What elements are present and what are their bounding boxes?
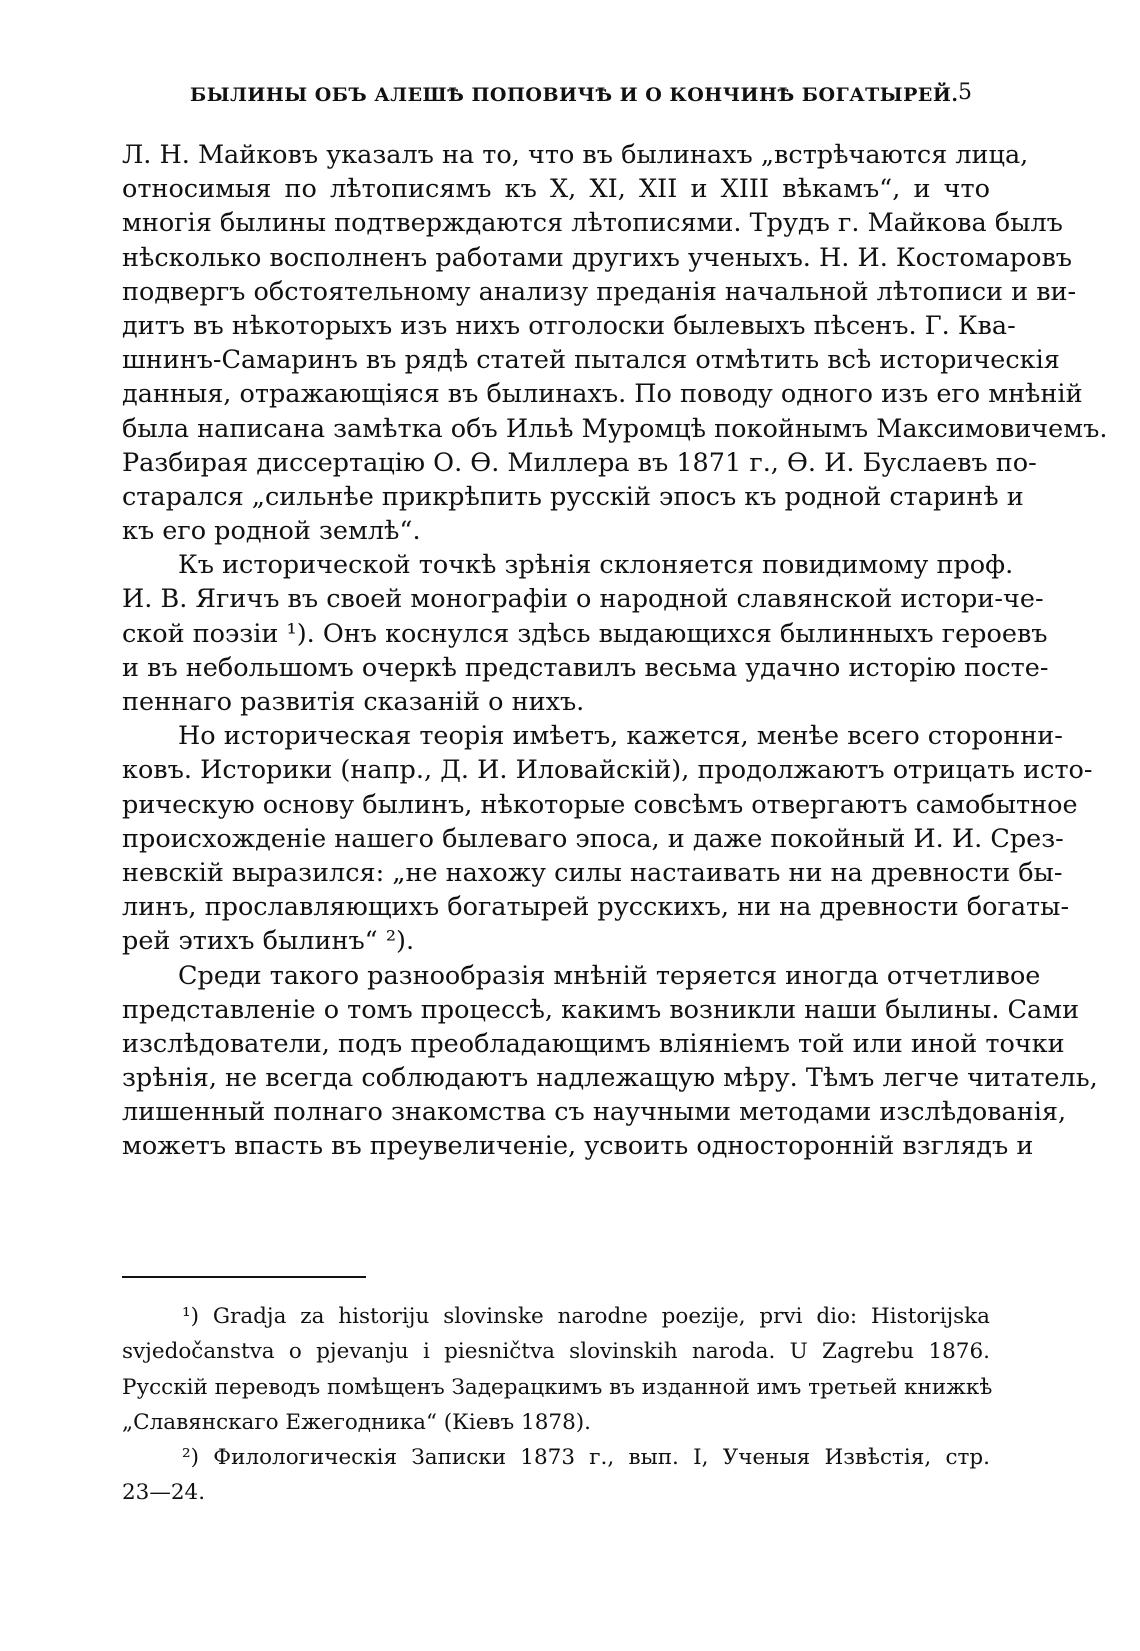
text-line: нѣсколько восполненъ работами другихъ ученыхъ. Н. И. Костомаровъ [122, 242, 1073, 273]
text-line: Но историческая теорія имѣетъ, кажется, менѣе всего сторонни- [178, 721, 1063, 752]
body-text [122, 138, 1108, 1164]
text-line: происхожденіе нашего былеваго эпоса, и даже покойный И. И. Срез- [122, 823, 1064, 854]
text-line: ской поэзіи ¹). Онъ коснулся здѣсь выдающихся былинныхъ героевъ [122, 618, 1048, 649]
text-line: пеннаго развитія сказаній о нихъ. [122, 687, 585, 717]
text-line: относимыя по лѣтописямъ къ X, XI, XII и XIII вѣкамъ“, и что [122, 174, 990, 205]
text-line: старался „сильнѣе прикрѣпить русскій эпосъ къ родной старинѣ и [122, 481, 1024, 512]
text-line: подвергъ обстоятельному анализу преданія начальной лѣтописи и ви- [122, 276, 1077, 307]
text-line: данныя, отражающіяся въ былинахъ. По поводу одного изъ его мнѣній [122, 379, 1083, 410]
text-line: шнинъ-Самаринъ въ рядѣ статей пытался отмѣтить всѣ историческія [122, 345, 1060, 376]
text-line: дитъ въ нѣкоторыхъ изъ нихъ отголоски былевыхъ пѣсенъ. Г. Ква- [122, 310, 1016, 341]
footnote-line: ²) Филологическія Записки 1873 г., вып. I, Ученыя Извѣстія, стр. [182, 1445, 990, 1471]
text-line: Л. Н. Майковъ указалъ на то, что въ былинахъ „встрѣчаются лица, [122, 140, 1029, 170]
text-line: Среди такого разнообразія мнѣній теряется иногда отчетливое [178, 960, 1041, 991]
text-line: И. В. Ягичъ въ своей монографіи о народной славянской истори-че- [122, 584, 1044, 615]
text-line: рическую основу былинъ, нѣкоторые совсѣмъ отвергаютъ самобытное [122, 789, 1078, 820]
text-line: представленіе о томъ процессѣ, какимъ возникли наши былины. Сами [122, 994, 1080, 1025]
text-line: изслѣдователи, подъ преобладающимъ вліяніемъ той или иной точки [122, 1028, 1065, 1059]
footnote-line: „Славянскаго Ежегодника“ (Кіевъ 1878). [122, 1409, 591, 1435]
text-line: ковъ. Историки (напр., Д. И. Иловайскій), продолжаютъ отрицать исто- [122, 755, 1093, 786]
text-line: невскій выразился: „не нахожу силы настаивать ни на древности бы- [122, 857, 1063, 888]
text-line: рей этихъ былинъ“ ²). [122, 926, 415, 957]
text-line: зрѣнія, не всегда соблюдаютъ надлежащую мѣру. Тѣмъ легче читатель, [122, 1063, 1098, 1094]
text-line: многія былины подтверждаются лѣтописями. Трудъ г. Майкова былъ [122, 208, 1063, 239]
footnote-line: 23—24. [122, 1480, 206, 1506]
footnotes [122, 1299, 993, 1511]
footnote-line: svjedočanstva o pjevanju i piesničtva slovinskih naroda. U Zagrebu 1876. [122, 1339, 990, 1365]
text-line: Къ исторической точкѣ зрѣнія склоняется повидимому проф. [178, 550, 1014, 581]
text-line: къ его родной землѣ“. [122, 516, 421, 547]
text-line: Разбирая диссертацію О. Ѳ. Миллера въ 1871 г., Ѳ. И. Буслаевъ по- [122, 447, 1037, 478]
page-number: 5 [958, 80, 972, 105]
text-line: и въ небольшомъ очеркѣ представилъ весьма удачно исторію посте- [122, 652, 1049, 683]
footnote-line: Русскій переводъ помѣщенъ Задерацкимъ въ изданной имъ третьей книжкѣ [122, 1374, 993, 1400]
footnote-line: ¹) Gradja za historiju slovinske narodne poezije, prvi dio: Historijska [182, 1304, 990, 1329]
text-line: линъ, прославляющихъ богатырей русскихъ, ни на древности богаты- [122, 892, 1070, 923]
text-line: лишенный полнаго знакомства съ научными методами изслѣдованія, [122, 1097, 1067, 1128]
footnote-separator [122, 1276, 366, 1278]
text-line: была написана замѣтка объ Ильѣ Муромцѣ покойнымъ Максимовичемъ. [122, 413, 1108, 444]
text-line: можетъ впасть въ преувеличеніе, усвоить односторонній взглядъ и [122, 1131, 1034, 1162]
running-head: БЫЛИНЫ ОБЪ АЛЕШѢ ПОПОВИЧѢ И О КОНЧИНѢ БОГАТЫРЕЙ. [190, 84, 959, 106]
